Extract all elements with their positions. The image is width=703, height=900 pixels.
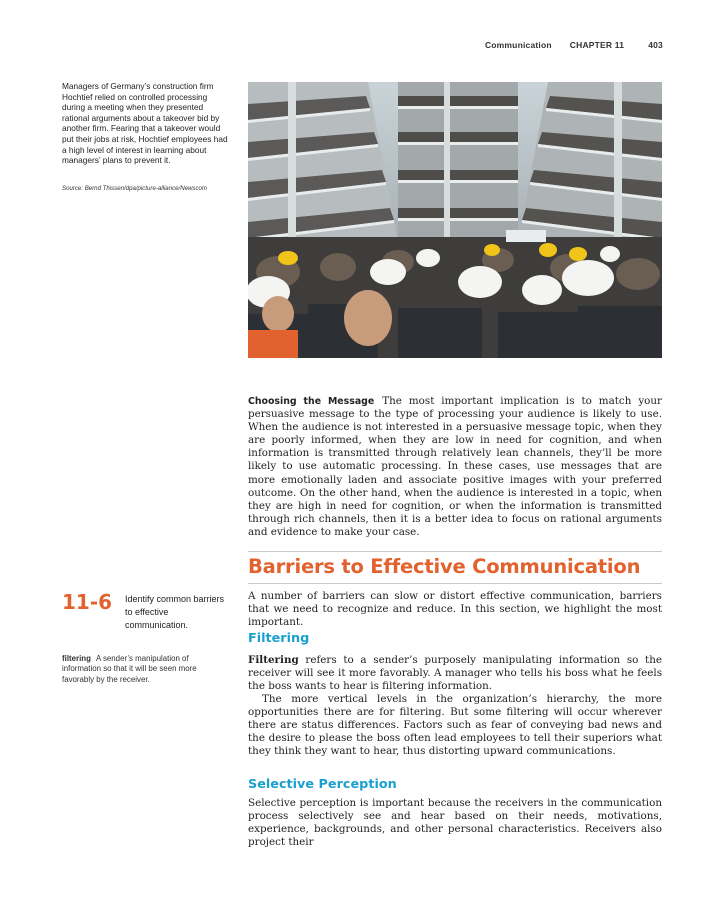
section-title: Barriers to Effective Communication bbox=[248, 555, 641, 578]
photo-illustration bbox=[248, 82, 662, 358]
learning-objective-number: 11-6 bbox=[62, 590, 113, 614]
glossary-term: filtering bbox=[62, 654, 91, 663]
selective-perception-heading: Selective Perception bbox=[248, 777, 397, 792]
filtering-heading: Filtering bbox=[248, 631, 310, 646]
section-intro: A number of barriers can slow or distort effective communication, barriers that we need to recognize and reduce. In this section, we highlight the most important. bbox=[248, 590, 662, 629]
glossary-definition: A sender’s manipulation of information so that it will be seen more favorably by the receiver. bbox=[62, 654, 197, 684]
page-number: 403 bbox=[648, 40, 663, 50]
glossary-filtering bbox=[62, 654, 217, 685]
filtering-definition-text: refers to a sender’s purposely manipulating information so the receiver will see it more favorably. A manager who tells his boss what he feels the boss wants to hear is filtering information. bbox=[248, 654, 662, 693]
running-head bbox=[485, 40, 663, 50]
running-head-chapter: CHAPTER 11 bbox=[569, 40, 625, 50]
filtering-paragraph-1 bbox=[248, 654, 662, 693]
filtering-term: Filtering bbox=[248, 654, 299, 666]
photo-source: Source: Bernd Thissen/dpa/picture-alliance/Newscom bbox=[62, 185, 207, 192]
atrium-crowd-photo bbox=[248, 82, 662, 358]
filtering-paragraph-2: The more vertical levels in the organization’s hierarchy, the more opportunities there are for filtering. But some filtering will occur wherever there are status differences. Factors such as fear of conveying bad news and the desire to please the boss often lead employees to tell their superiors what they think they want to hear, thus distorting upward communications. bbox=[248, 693, 662, 758]
selective-perception-paragraph: Selective perception is important because the receivers in the communication process selectively see and hear based on their needs, motivations, experience, backgrounds, and other personal characteristics. Receivers also project their bbox=[248, 797, 662, 849]
section-rule-top bbox=[248, 551, 662, 552]
choosing-message-text: The most important implication is to match your persuasive message to the type of processing your audience is likely to use. When the audience is not interested in a persuasive message topic, when they are poorly informed, when they are low in need for cognition, and when information is transmitted through relatively lean channels, they’ll be more likely to use automatic processing. In these cases, use messages that are more emotionally laden and associate positive images with your preferred outcome. On the other hand, when the audience is interested in a topic, when they are high in need for cognition, or when the information is transmitted through rich channels, then it is a better idea to focus on rational arguments and evidence to make your case. bbox=[248, 395, 662, 538]
photo-caption: Managers of Germany’s construction firm Hochtief relied on controlled processing during a meeting when they presented rational arguments about a takeover bid by another firm. Fearing that a takeover would put their jobs at risk, Hochtief employees had a high level of interest in learning about managers’ plans to prevent it. bbox=[62, 81, 228, 166]
learning-objective-text: Identify common barriers to effective communication. bbox=[125, 594, 225, 631]
running-head-section: Communication bbox=[484, 40, 552, 50]
section-rule-bottom bbox=[248, 583, 662, 584]
choosing-message-heading: Choosing the Message bbox=[248, 396, 375, 407]
choosing-message-paragraph bbox=[248, 395, 662, 539]
